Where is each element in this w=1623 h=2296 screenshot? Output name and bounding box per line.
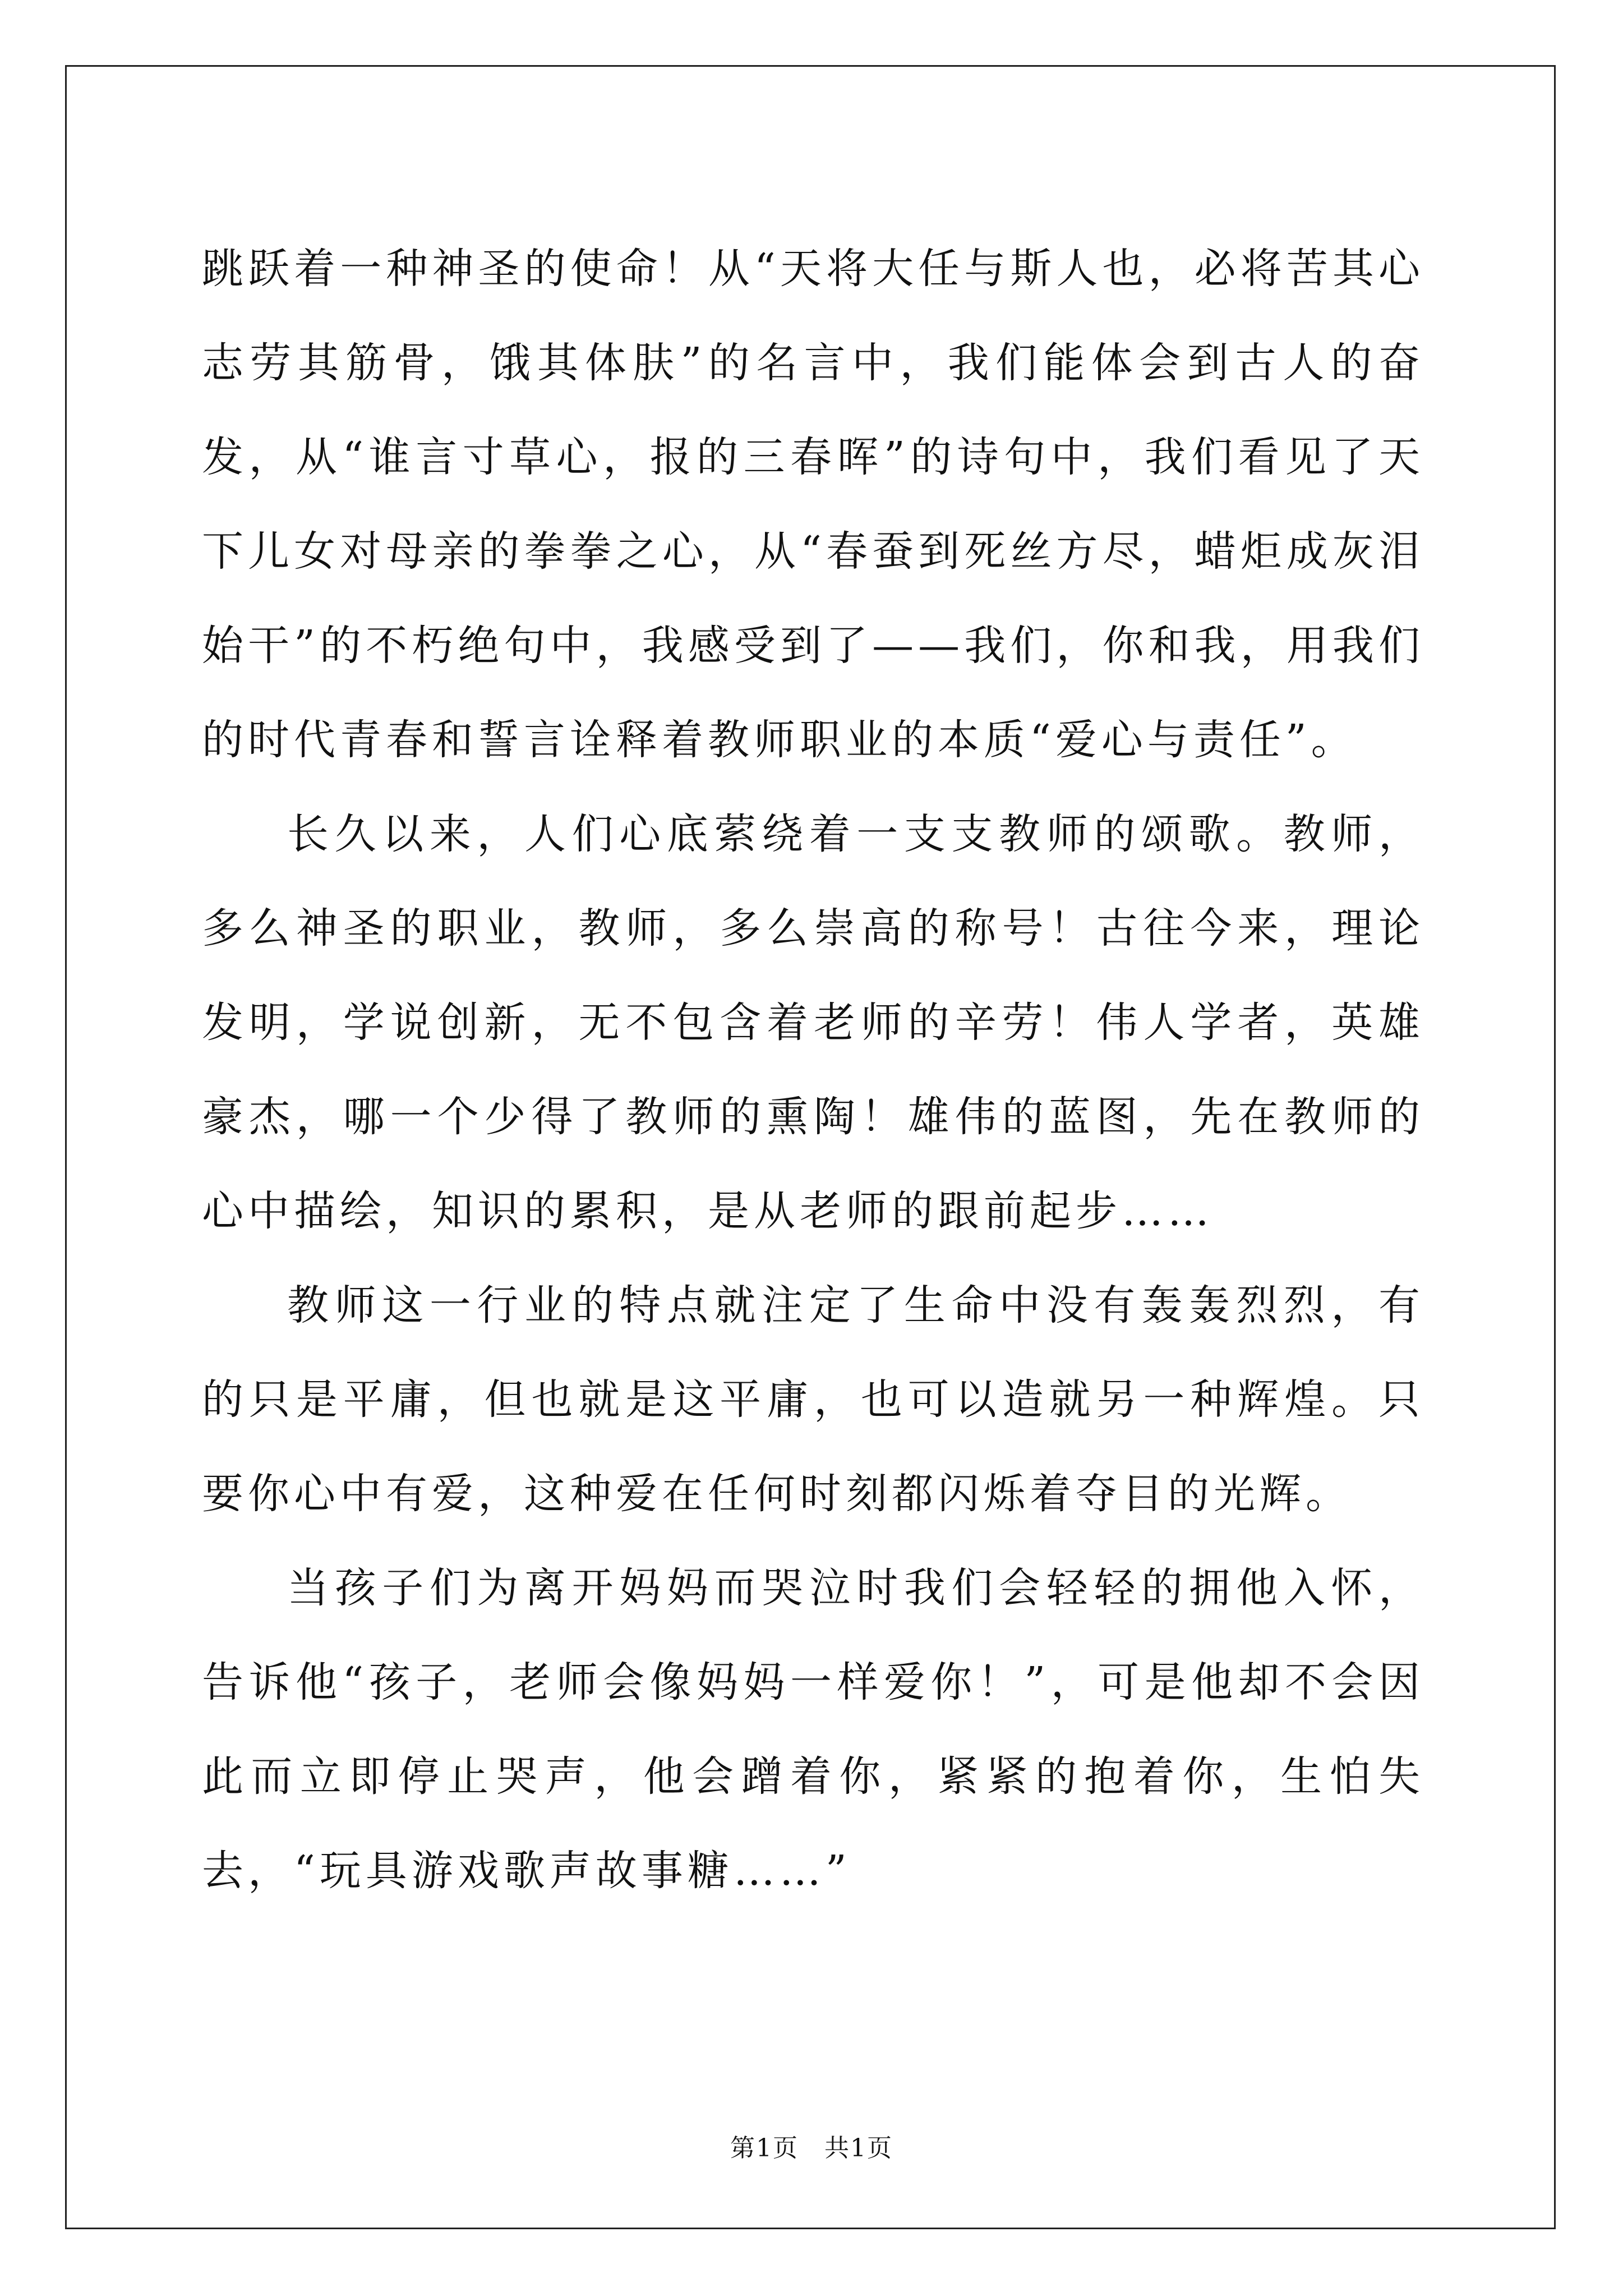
page-footer [0, 2132, 1623, 2165]
paragraph-2: 长久以来，人们心底萦绕着一支支教师的颂歌。教师，多么神圣的职业，教师，多么崇高的称号！古往今来，理论发明，学说创新，无不包含着老师的辛劳！伟人学者，英雄豪杰，哪一个少得了教师的熏陶！雄伟的蓝图，先在教师的心中描绘，知识的累积，是从老师的跟前起步…… [202, 810, 1424, 1235]
paragraph-1: 跳跃着一种神圣的使命！从“天将大任与斯人也，必将苦其心志劳其筋骨，饿其体肤”的名言中，我们能体会到古人的奋发，从“谁言寸草心，报的三春晖”的诗句中，我们看见了天下儿女对母亲的拳拳之心，从“春蚕到死丝方尽，蜡炬成灰泪始干”的不朽绝句中，我感受到了——我们，你和我，用我们的时代青春和誓言诠释着教师职业的本质“爱心与责任”。 [202, 245, 1424, 764]
page-number-indicator: 第1页 共1页 [730, 2134, 893, 2162]
paragraph-3: 教师这一行业的特点就注定了生命中没有轰轰烈烈，有的只是平庸，但也就是这平庸，也可以造就另一种辉煌。只要你心中有爱，这种爱在任何时刻都闪烁着夺目的光辉。 [202, 1281, 1424, 1518]
document-body [202, 222, 1424, 1918]
paragraph-4: 当孩子们为离开妈妈而哭泣时我们会轻轻的拥他入怀，告诉他“孩子，老师会像妈妈一样爱你！”，可是他却不会因此而立即停止哭声，他会蹭着你，紧紧的抱着你，生怕失去，“玩具游戏歌声故事糖……” [202, 1564, 1424, 1895]
